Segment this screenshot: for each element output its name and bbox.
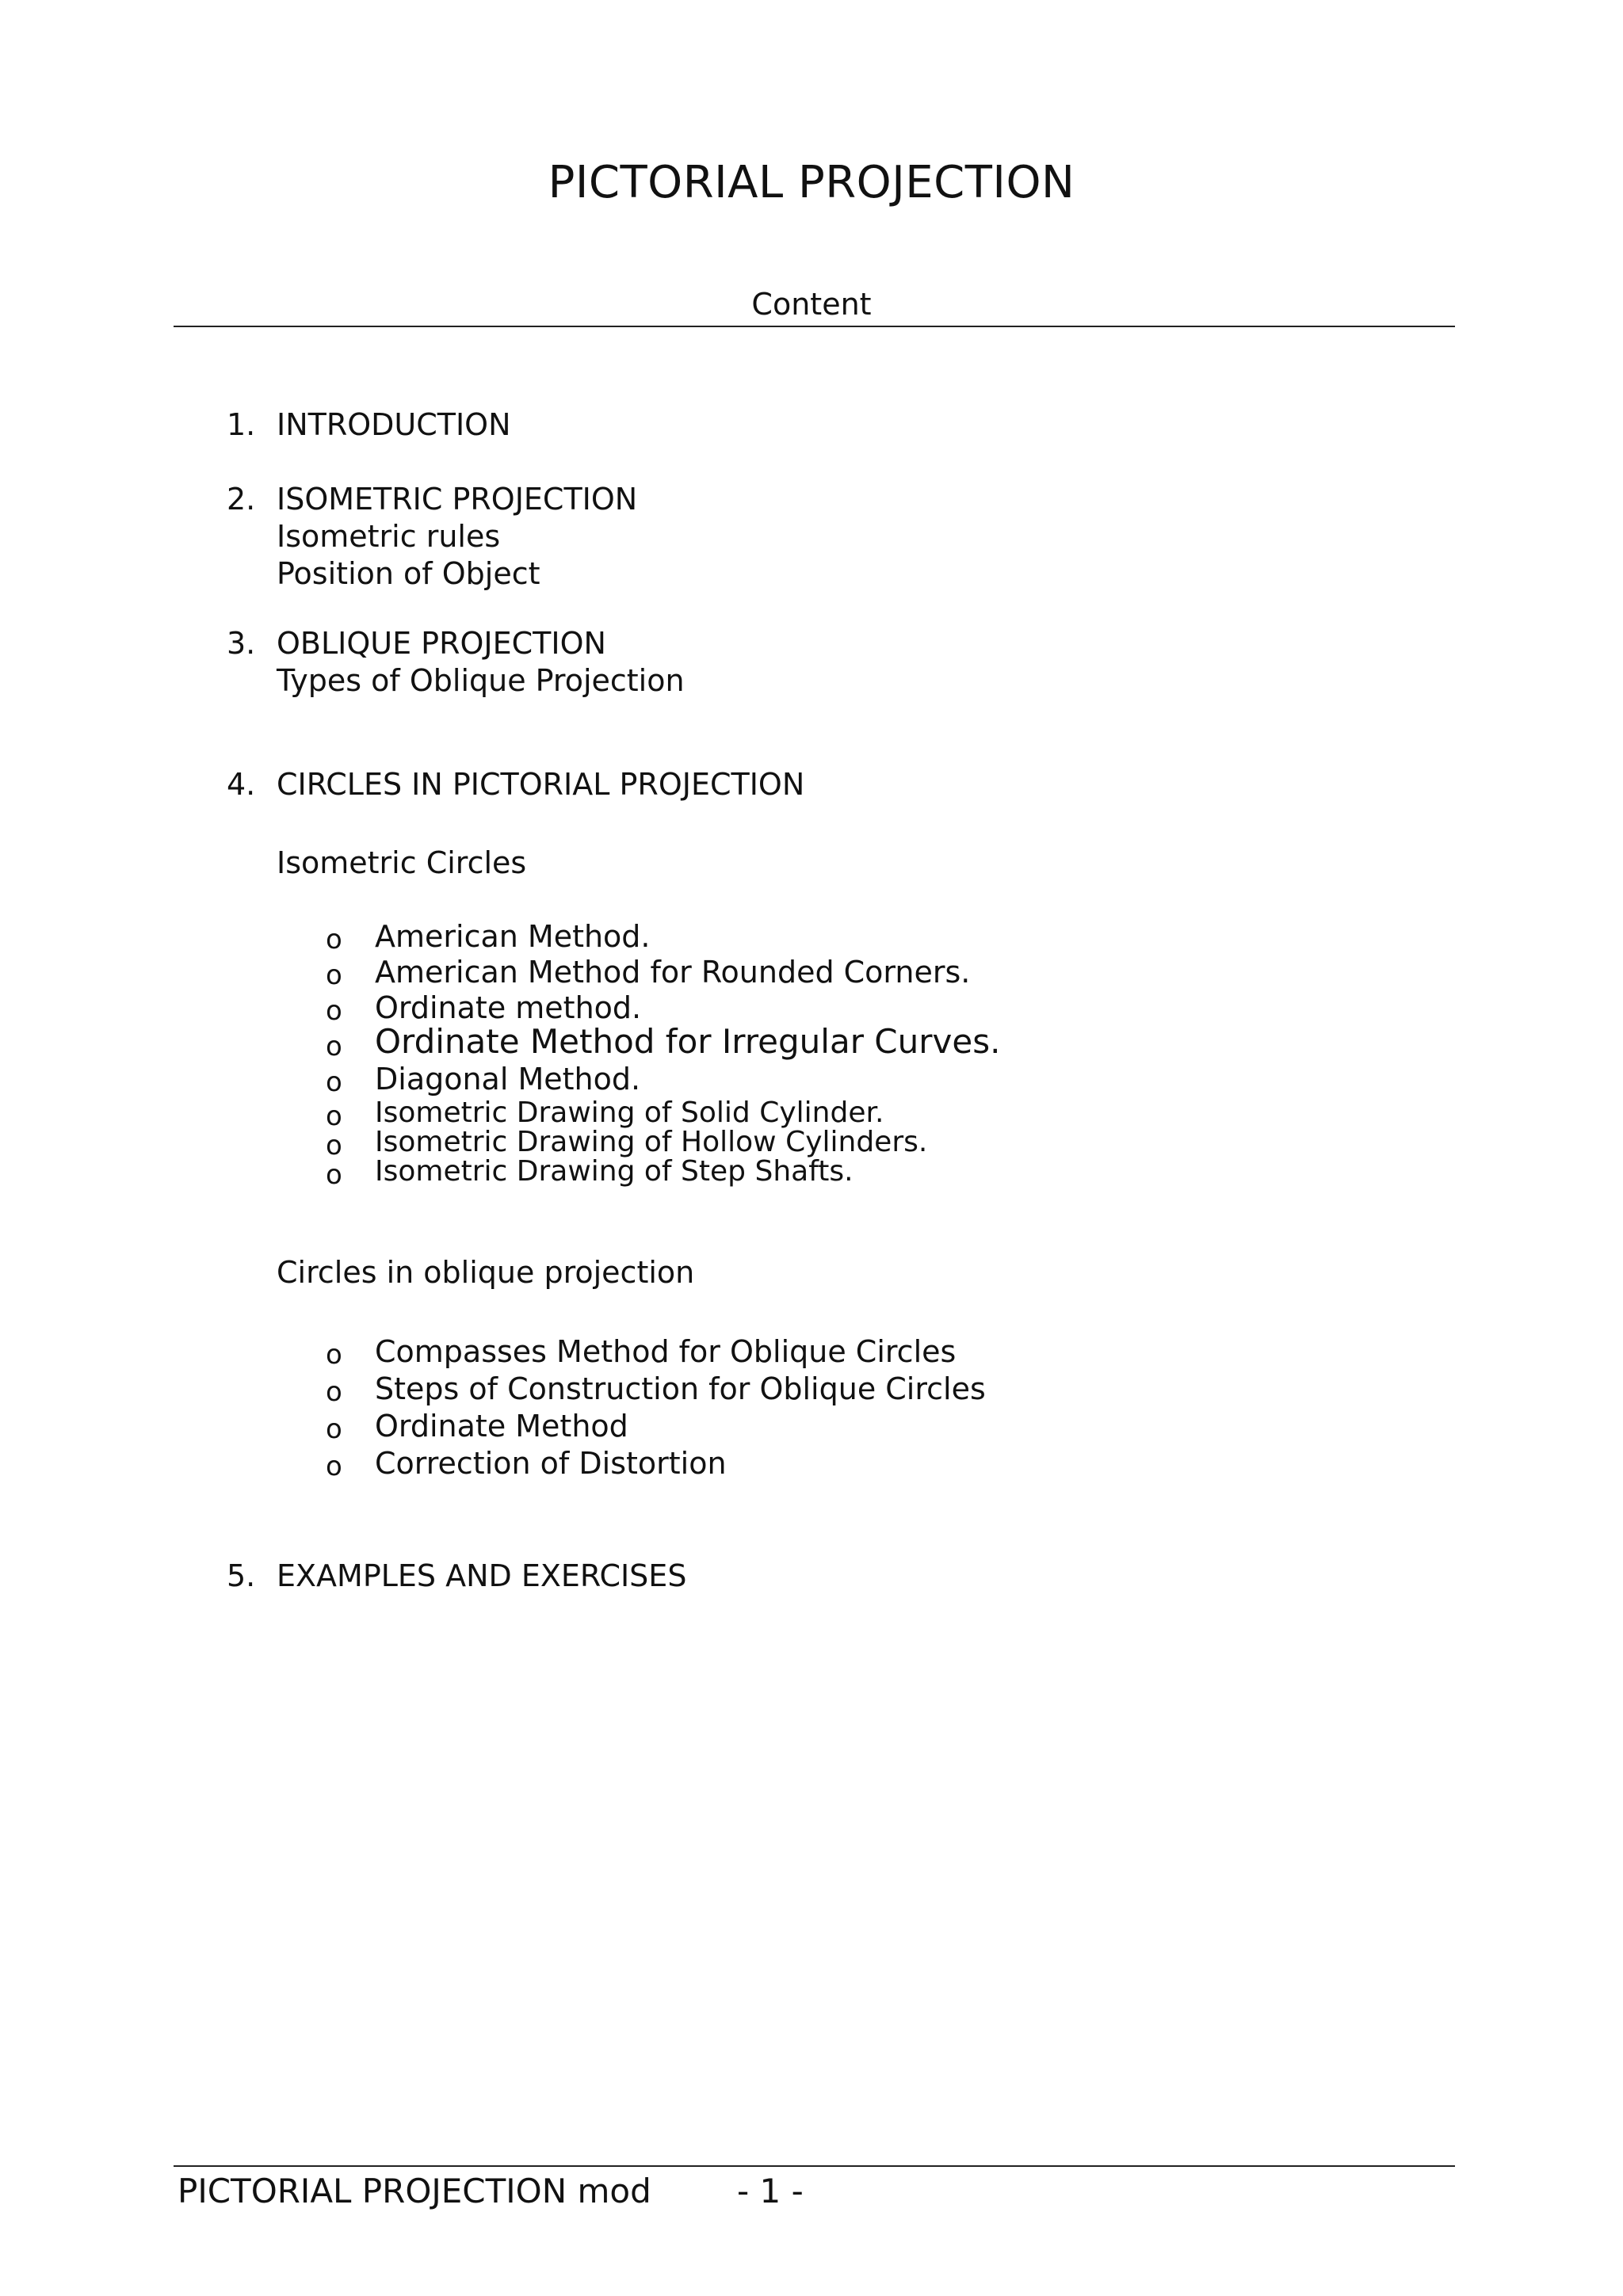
bullet-marker: o — [326, 1159, 342, 1191]
bullet-marker: o — [326, 1451, 342, 1482]
list-item: American Method for Rounded Corners. — [375, 955, 971, 990]
bullet-marker: o — [326, 1031, 342, 1062]
bullet-marker: o — [326, 1066, 342, 1098]
section-heading: CIRCLES IN PICTORIAL PROJECTION — [277, 767, 805, 802]
section-number: 2. — [227, 482, 256, 517]
footer-rule — [174, 2165, 1455, 2167]
content-label: Content — [751, 287, 872, 322]
list-item: Isometric Drawing of Hollow Cylinders. — [375, 1126, 928, 1158]
section-heading: ISOMETRIC PROJECTION — [277, 482, 638, 517]
bullet-marker: o — [326, 959, 342, 991]
list-item: Ordinate method. — [375, 990, 642, 1025]
bullet-marker: o — [326, 1413, 342, 1445]
list-item: Isometric Drawing of Step Shafts. — [375, 1155, 854, 1188]
section-heading: EXAMPLES AND EXERCISES — [277, 1558, 687, 1593]
list-item: Steps of Construction for Oblique Circles — [375, 1371, 986, 1406]
page-number: - 1 - — [737, 2172, 804, 2210]
group-title: Isometric Circles — [277, 845, 527, 880]
section-subitem: Position of Object — [277, 556, 540, 591]
header-rule — [174, 326, 1455, 327]
bullet-marker: o — [326, 995, 342, 1027]
bullet-marker: o — [326, 924, 342, 955]
bullet-marker: o — [326, 1376, 342, 1408]
bullet-marker: o — [326, 1100, 342, 1132]
section-heading: OBLIQUE PROJECTION — [277, 626, 606, 661]
list-item: Correction of Distortion — [375, 1446, 727, 1481]
bullet-marker: o — [326, 1130, 342, 1161]
section-subitem: Isometric rules — [277, 519, 501, 554]
group-title: Circles in oblique projection — [277, 1255, 695, 1290]
list-item: Ordinate Method for Irregular Curves. — [375, 1022, 1001, 1061]
list-item: Ordinate Method — [375, 1409, 628, 1444]
section-number: 4. — [227, 767, 256, 802]
list-item: Diagonal Method. — [375, 1062, 641, 1097]
section-heading: INTRODUCTION — [277, 407, 511, 442]
list-item: Compasses Method for Oblique Circles — [375, 1334, 957, 1369]
page-title: PICTORIAL PROJECTION — [548, 157, 1075, 208]
section-subitem: Types of Oblique Projection — [277, 663, 685, 698]
list-item: Isometric Drawing of Solid Cylinder. — [375, 1097, 884, 1129]
section-number: 1. — [227, 407, 256, 442]
footer-title: PICTORIAL PROJECTION mod — [178, 2172, 651, 2210]
section-number: 3. — [227, 626, 256, 661]
list-item: American Method. — [375, 919, 651, 954]
bullet-marker: o — [326, 1339, 342, 1371]
section-number: 5. — [227, 1558, 256, 1593]
